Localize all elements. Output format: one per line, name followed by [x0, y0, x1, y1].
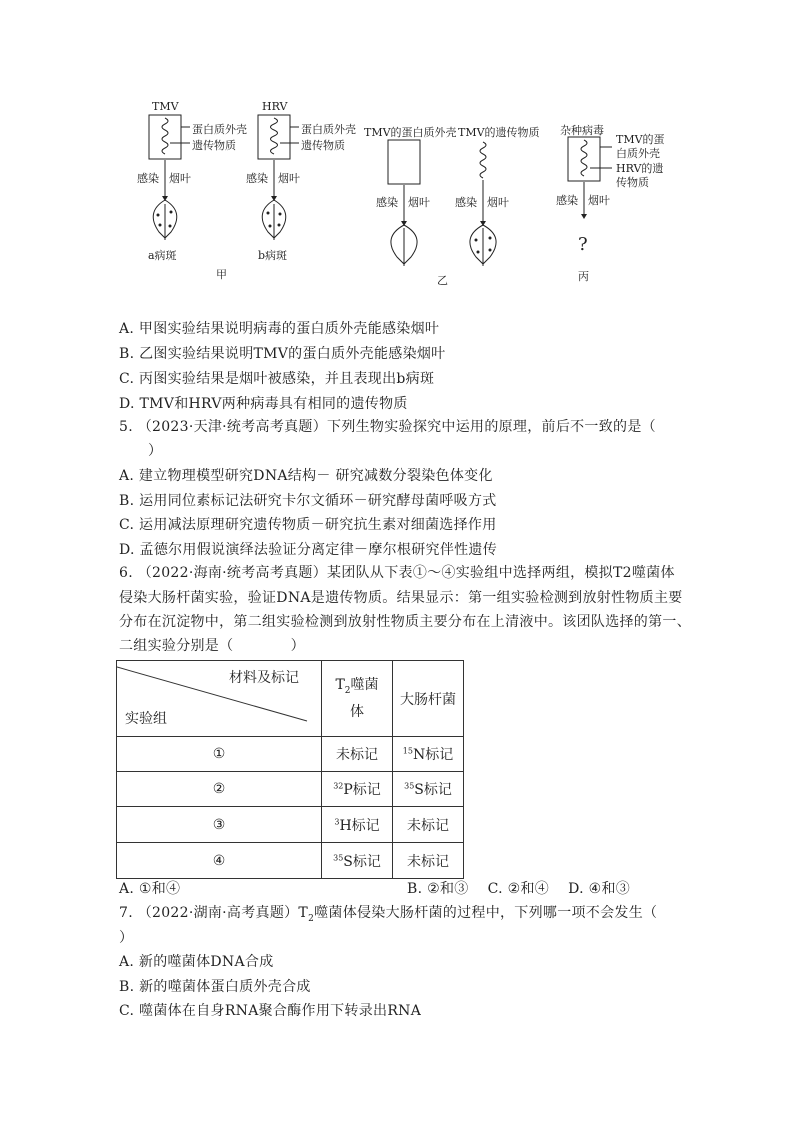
- label-tmv-coat-1: TMV的蛋: [616, 133, 665, 146]
- label-infect-genetic: 感染: [455, 196, 477, 209]
- header-phage-name: 噬菌: [350, 676, 379, 693]
- q5-stem-line2: ）: [148, 443, 163, 459]
- phage-isotope: 32: [333, 781, 344, 791]
- q7-stem-part2: 噬菌体侵染大肠杆菌的过程中，下列哪一项不会发生（: [314, 905, 658, 921]
- label-leaf-hybrid: 烟叶: [588, 194, 610, 207]
- label-tmv-genetic: TMV的遗传物质: [458, 126, 540, 139]
- phage-label: P标记: [343, 782, 381, 798]
- panel-label-bing: 丙: [578, 270, 589, 283]
- row-ecoli: [393, 843, 464, 879]
- label-leaf-a: 烟叶: [169, 172, 191, 185]
- corner-bottom-label: 实验组: [125, 711, 167, 727]
- header-phage-t: T: [335, 676, 345, 693]
- tmv-coat-box: [388, 140, 420, 184]
- q7-stem-sub: 2: [308, 913, 315, 924]
- ecoli-label: N标记: [412, 747, 454, 763]
- label-leaf-genetic: 烟叶: [487, 196, 509, 209]
- row-group: ①: [117, 737, 322, 772]
- table-corner-cell: [117, 661, 322, 737]
- label-tmv-coat-2: 白质外壳: [616, 147, 660, 160]
- phage-isotope: 3: [334, 816, 340, 826]
- label-result-b: b病斑: [258, 249, 288, 262]
- label-leaf-b: 烟叶: [278, 172, 300, 185]
- label-protein-coat-b: 蛋白质外壳: [301, 123, 356, 136]
- q7-option-b: B. 新的噬菌体蛋白质外壳合成: [119, 979, 311, 995]
- row-phage: [322, 843, 393, 879]
- row-ecoli: [393, 772, 464, 807]
- ecoli-label: 未标记: [407, 817, 449, 834]
- label-leaf-coat: 烟叶: [408, 196, 430, 209]
- label-infect-coat: 感染: [376, 196, 398, 209]
- ecoli-isotope: 15: [402, 746, 413, 756]
- tmv-rna-coil: [162, 118, 168, 154]
- table-row: [117, 737, 464, 772]
- corner-top-label: 材料及标记: [229, 670, 299, 686]
- phage-label: 未标记: [336, 747, 378, 763]
- q5-option-b: B. 运用同位素标记法研究卡尔文循环－研究酵母菌呼吸方式: [119, 493, 497, 509]
- q4-option-b: B. 乙图实验结果说明TMV的蛋白质外壳能感染烟叶: [119, 346, 446, 362]
- phage-isotope: 35: [333, 852, 344, 862]
- label-tmv-coat: TMV的蛋白质外壳: [364, 126, 457, 139]
- label-protein-coat-a: 蛋白质外壳: [192, 123, 247, 136]
- row-ecoli: [393, 737, 464, 772]
- row-phage: [322, 772, 393, 807]
- q6-stem-line3: 分布在沉淀物中，第二组实验检测到放射性物质主要分布在上清液中。该团队选择的第一、: [119, 614, 691, 630]
- q6-stem-line1: 6. （2022·海南·统考高考真题）某团队从下表①～④实验组中选择两组，模拟T2噬菌体: [119, 565, 675, 581]
- table-row: [117, 843, 464, 879]
- q7-option-c: C. 噬菌体在自身RNA聚合酶作用下转录出RNA: [119, 1003, 422, 1019]
- label-unknown-result: ?: [578, 234, 588, 255]
- row-phage: [322, 737, 393, 772]
- tmv-genetic-coil: [480, 142, 486, 178]
- q5-option-c: C. 运用减法原理研究遗传物质－研究抗生素对细菌选择作用: [119, 517, 497, 533]
- tmv-virus-box: [149, 115, 181, 159]
- phage-label: S标记: [343, 853, 381, 870]
- q6-options-bcd: B. ②和③ C. ②和④ D. ④和③: [407, 881, 631, 897]
- q5-option-d: D. 孟德尔用假说演绎法验证分离定律－摩尔根研究伴性遗传: [119, 542, 498, 558]
- q6-option-a: A. ①和④: [119, 881, 181, 897]
- label-genetic-a: 遗传物质: [192, 139, 236, 152]
- ecoli-label: 未标记: [407, 853, 449, 870]
- q7-option-a: A. 新的噬菌体DNA合成: [119, 954, 274, 970]
- q4-option-c: C. 丙图实验结果是烟叶被感染，并且表现出b病斑: [119, 371, 435, 387]
- row-group: ③: [117, 807, 322, 843]
- q5-option-a: A. 建立物理模型研究DNA结构－ 研究减数分裂染色体变化: [119, 468, 493, 484]
- hrv-title: HRV: [262, 100, 288, 113]
- label-hrv-gen-1: HRV的遗: [616, 162, 664, 175]
- q5-stem-line1: 5. （2023·天津·统考高考真题）下列生物实验探究中运用的原理，前后不一致的是（: [119, 419, 656, 435]
- panel-label-yi: 乙: [437, 274, 448, 287]
- q7-stem-line1: [119, 902, 657, 924]
- header-phage-suffix: 体: [350, 704, 364, 721]
- label-infect-b: 感染: [246, 172, 268, 185]
- hrv-virus-box: [258, 115, 290, 159]
- header-phage: [322, 661, 393, 737]
- row-group: ②: [117, 772, 322, 807]
- phage-label: H标记: [339, 817, 380, 834]
- label-infect-a: 感染: [137, 172, 159, 185]
- q4-option-d: D. TMV和HRV两种病毒具有相同的遗传物质: [119, 396, 408, 412]
- row-group: ④: [117, 843, 322, 879]
- label-genetic-b: 遗传物质: [301, 139, 345, 152]
- hybrid-rna-coil: [581, 140, 587, 176]
- q6-stem-line2: 侵染大肠杆菌实验，验证DNA是遗传物质。结果显示：第一组实验检测到放射性物质主要: [119, 590, 683, 606]
- label-hybrid-virus: 杂种病毒: [560, 124, 604, 137]
- ecoli-isotope: 35: [404, 781, 415, 791]
- hrv-rna-coil: [271, 118, 278, 154]
- figure-drawing: [0, 0, 800, 290]
- q7-stem-part1: 7. （2022·湖南·高考真题）T: [119, 905, 309, 921]
- ecoli-label: S标记: [414, 782, 452, 798]
- q7-stem-line2: ）: [119, 930, 134, 946]
- experiment-table: [116, 660, 464, 879]
- row-phage: [322, 807, 393, 843]
- hybrid-virus-box: [568, 137, 600, 181]
- label-infect-hybrid: 感染: [556, 194, 578, 207]
- table-row: [117, 807, 464, 843]
- header-ecoli: 大肠杆菌: [393, 661, 464, 737]
- panel-label-jia: 甲: [216, 268, 227, 281]
- q4-option-a: A. 甲图实验结果说明病毒的蛋白质外壳能感染烟叶: [119, 321, 440, 337]
- label-result-a: a病斑: [148, 249, 177, 262]
- label-hrv-gen-2: 传物质: [616, 176, 649, 189]
- q6-stem-line4: 二组实验分别是（ ）: [119, 638, 305, 654]
- row-ecoli: [393, 807, 464, 843]
- table-row: [117, 772, 464, 807]
- tmv-title: TMV: [152, 100, 179, 113]
- header-phage-sub: 2: [344, 685, 351, 696]
